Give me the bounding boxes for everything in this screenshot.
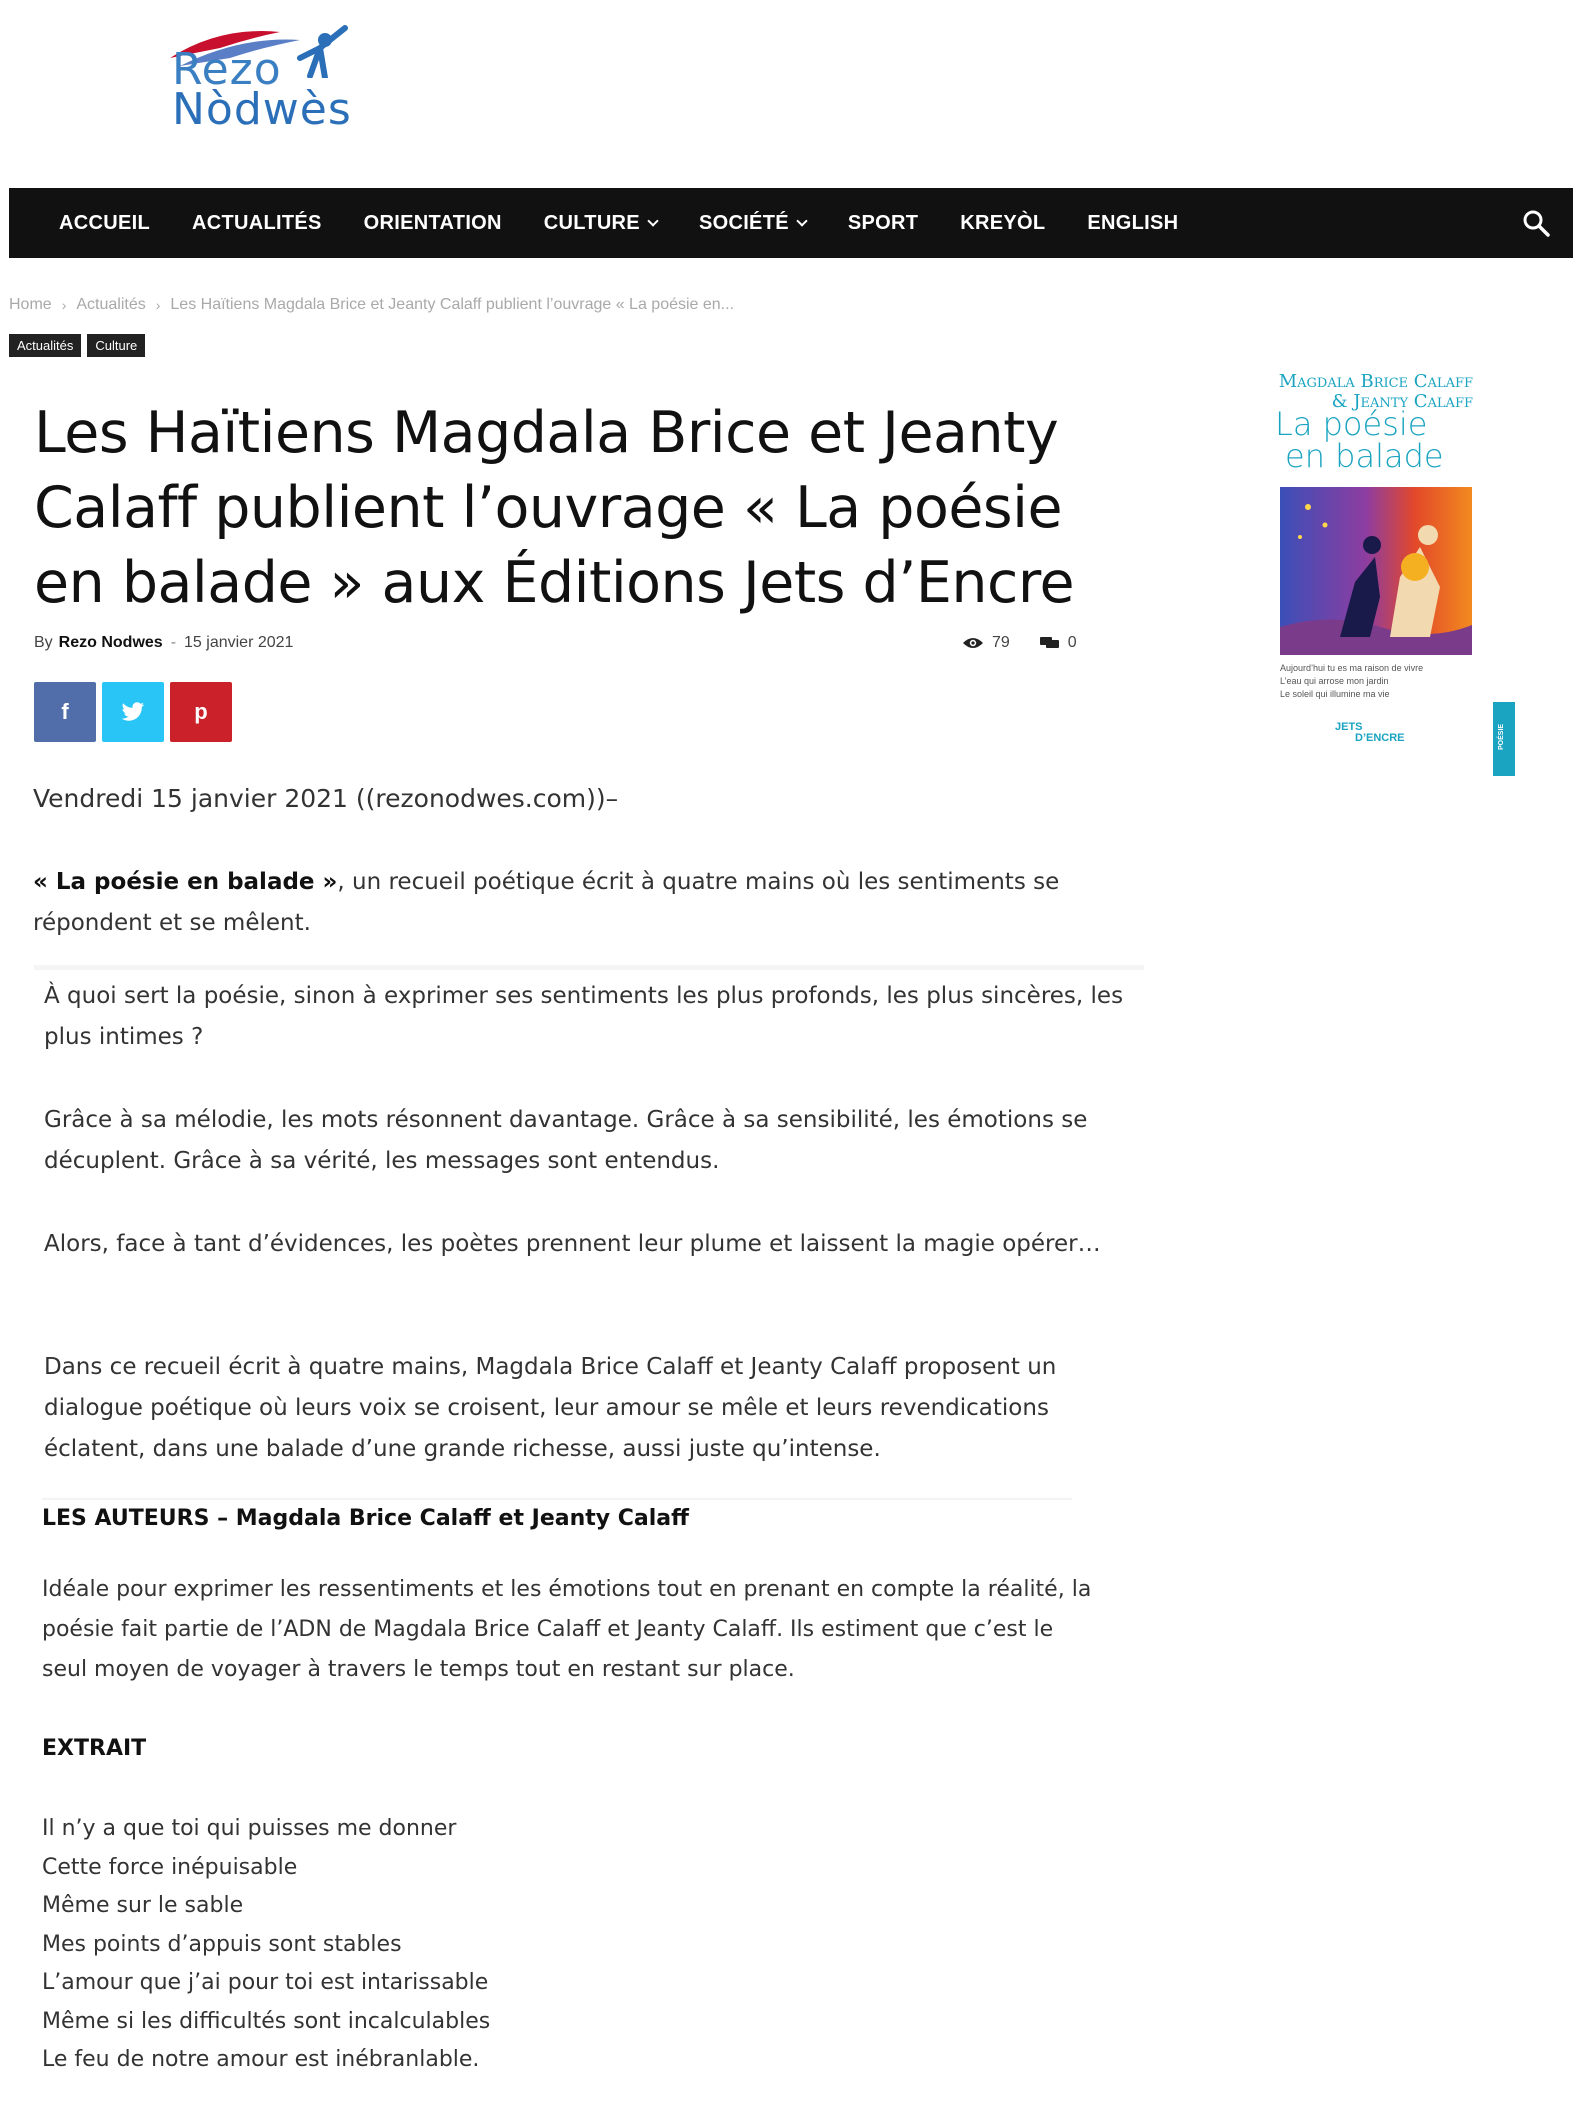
nav-label: SPORT (847, 211, 919, 234)
comments-icon (1040, 636, 1060, 650)
authors-paragraph: Idéale pour exprimer les ressentiments et les émotions tout en prenant en compte la réalité, la poésie fait partie de l’ADN de Magdala Brice Calaff et Jeanty Calaff. Ils estiment que c’est le seul moyen de voyager à travers le temps tout en restant sur place. (42, 1577, 1092, 1682)
nav-label: CULTURE (543, 211, 640, 234)
nav-label: ENGLISH (1087, 211, 1179, 234)
tag-culture[interactable]: Culture (87, 334, 145, 357)
quote-paragraph: À quoi sert la poésie, sinon à exprimer ses sentiments les plus profonds, les plus sincères, les plus intimes ? (44, 983, 1124, 1050)
nav-item-sport[interactable] (848, 212, 918, 235)
meta-separator: - (170, 634, 177, 651)
poem-extract (42, 1810, 490, 2080)
poem-line: Le feu de notre amour est inébranlable. (42, 2047, 480, 2072)
nav-item-actualites[interactable] (192, 212, 322, 235)
comments-count[interactable] (1040, 634, 1077, 652)
site-logo[interactable] (160, 18, 350, 148)
cover-blurb-line: L’eau qui arrose mon jardin (1280, 676, 1389, 686)
category-tags (9, 334, 151, 357)
nav-item-culture[interactable] (544, 212, 657, 235)
spine-label: POÉSIE (1498, 723, 1505, 750)
authors-heading: LES AUTEURS – Magdala Brice Calaff et Jeanty Calaff (42, 1498, 1072, 1531)
nav-item-orientation[interactable] (364, 212, 502, 235)
search-icon[interactable] (1521, 208, 1551, 238)
pinterest-icon: p (194, 699, 208, 724)
views-value: 79 (992, 634, 1010, 651)
breadcrumb (9, 296, 734, 314)
eye-icon (962, 636, 984, 650)
article-title: Les Haïtiens Magdala Brice et Jeanty Calaff publient l’ouvrage « La poésie en balade » aux Éditions Jets d’Encre (34, 400, 1075, 616)
cover-illustration-icon (1280, 487, 1472, 655)
publisher-logo (1335, 722, 1405, 744)
cover-blurb-line: Le soleil qui illumine ma vie (1280, 689, 1390, 699)
main-navbar (9, 188, 1573, 258)
poem-line: Cette force inépuisable (42, 1854, 298, 1880)
poem-line: Même si les difficultés sont incalculables (42, 2008, 491, 2034)
extract-heading: EXTRAIT (42, 1736, 147, 1761)
article-meta (34, 634, 293, 652)
lead-text: , un recueil poétique écrit à quatre mains où les sentiments se répondent et se mêlent. (33, 869, 1060, 936)
breadcrumb-current: Les Haïtiens Magdala Brice et Jeanty Calaff publient l’ouvrage « La poésie en... (170, 296, 735, 313)
nav-label: SOCIÉTÉ (698, 211, 789, 234)
logo-text-line2: Nòdwès (172, 84, 352, 135)
book-title-bold: « La poésie en balade » (33, 869, 338, 895)
publish-date: 15 janvier 2021 (184, 634, 294, 651)
article-stats (962, 634, 1107, 652)
breadcrumb-separator-icon: › (155, 297, 161, 313)
publisher-line: D’ENCRE (1355, 732, 1405, 744)
nav-item-societe[interactable] (699, 212, 806, 235)
nav-label: KREYÒL (960, 211, 1046, 234)
cover-blurb-line: Aujourd’hui tu es ma raison de vivre (1280, 663, 1424, 673)
cover-author-line: Magdala Brice Calaff (1278, 371, 1473, 392)
facebook-share-button[interactable] (34, 682, 96, 742)
nav-label: ORIENTATION (363, 211, 502, 234)
quote-paragraph: Grâce à sa mélodie, les mots résonnent davantage. Grâce à sa sensibilité, les émotions se décuplent. Grâce à sa vérité, les messages sont entendus. (44, 1107, 1088, 1174)
quote-paragraph: Dans ce recueil écrit à quatre mains, Magdala Brice Calaff et Jeanty Calaff proposent un dialogue poétique où leurs voix se croisent, leur amour se mêle et leurs revendications éclatent, dans une balade d’une grande richesse, aussi juste qu’intense. (44, 1354, 1057, 1462)
article-lead (33, 862, 1133, 944)
poem-line: Mes points d’appuis sont stables (42, 1931, 402, 1957)
poem-line: Il n’y a que toi qui puisses me donner (42, 1816, 457, 1841)
twitter-bird-icon (121, 702, 145, 722)
comments-value: 0 (1067, 634, 1077, 651)
tag-actualites[interactable]: Actualités (9, 334, 81, 357)
breadcrumb-section[interactable]: Actualités (76, 296, 146, 313)
cover-blurb (1280, 662, 1423, 701)
cover-title (1275, 405, 1444, 475)
share-buttons (34, 682, 238, 742)
facebook-icon: f (61, 699, 69, 724)
article-intro: Vendredi 15 janvier 2021 ((rezonodwes.com))– (33, 784, 619, 813)
book-cover[interactable] (1255, 360, 1515, 780)
twitter-share-button[interactable] (102, 682, 164, 742)
author-link[interactable]: Rezo Nodwes (58, 634, 163, 651)
poem-line: L’amour que j’ai pour toi est intarissable (42, 1970, 489, 1995)
poem-line: Même sur le sable (42, 1893, 244, 1918)
nav-item-english[interactable] (1087, 212, 1178, 235)
breadcrumb-separator-icon: › (61, 297, 67, 313)
publisher-line: JETS (1335, 721, 1363, 733)
pinterest-share-button[interactable] (170, 682, 232, 742)
cover-spine (1493, 702, 1515, 776)
by-label: By (34, 634, 53, 651)
chevron-down-icon (647, 215, 658, 226)
cover-title-line: La poésie (1275, 405, 1428, 443)
nav-label: ACCUEIL (59, 211, 150, 234)
nav-item-kreyol[interactable] (960, 212, 1045, 235)
breadcrumb-home[interactable]: Home (9, 296, 52, 313)
nav-item-accueil[interactable] (59, 212, 150, 235)
cover-author-line: & Jeanty Calaff (1331, 391, 1473, 412)
cover-title-line: en balade (1285, 437, 1444, 475)
quote-paragraph: Alors, face à tant d’évidences, les poètes prennent leur plume et laissent la magie opérer… (44, 1231, 1101, 1257)
views-count (962, 634, 1010, 652)
nav-label: ACTUALITÉS (192, 211, 322, 234)
chevron-down-icon (796, 215, 807, 226)
logo-text-line1: Rezo (172, 44, 282, 95)
